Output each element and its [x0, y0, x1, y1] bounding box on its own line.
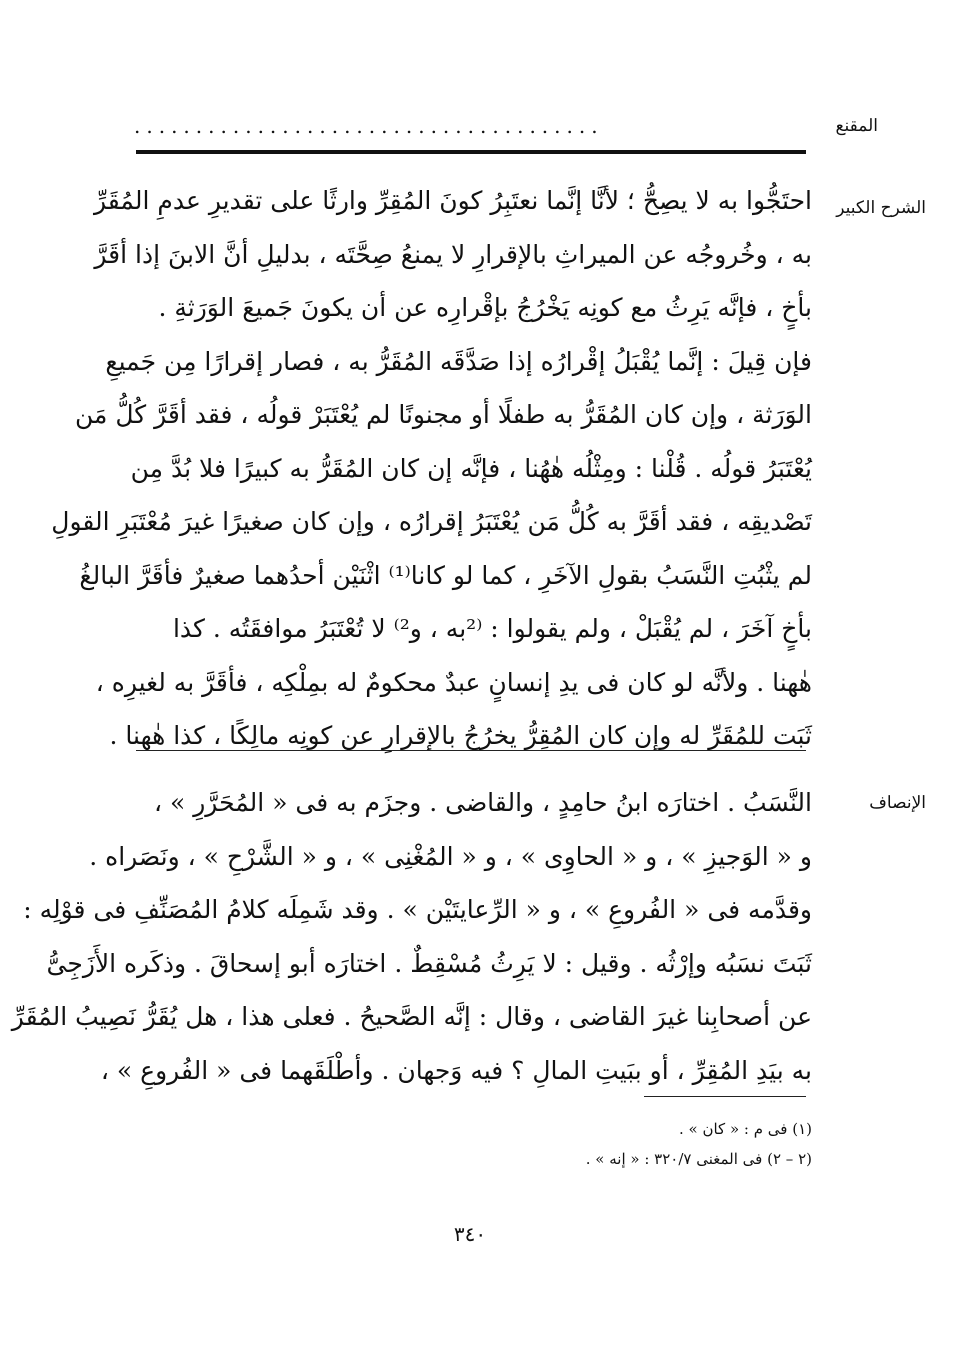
- sharh-line: تَصْديقِه ، فقد أقَرَّ به كُلُّ مَن يُعْتَبَرُ إقرارُه ، وإن كان صغيرًا غيرَ مُعْتَبَرِ القولِ: [51, 507, 812, 536]
- insaf-line: به بيَدِ المُقِرِّ ، أو ببَيتِ المالِ ؟ فيه وَجهان . وأطْلَقَهما فى « الفُروعِ » ،: [100, 1055, 812, 1085]
- sharh-line: يُعْتَبَرُ قولُه . قُلْنا : ومِثْلُه هٰهُنا ، فإنَّه إن كان المُقَرُّ به كبيرًا فلا بُدَّ مِن: [130, 453, 812, 483]
- footnote-2: (٢ – ٢) فى المغنى ٣٢٠/٧ : « إنه » .: [585, 1150, 812, 1168]
- insaf-line: وقدَّمه فى « الفُروعِ » ، و « الرِّعايتَيْن » . وقد شَمِلَه كلامُ المُصَنِّفِ فى قوْلِه :: [23, 895, 812, 924]
- insaf-text-block: [11, 776, 812, 1097]
- header-rule: [136, 150, 806, 154]
- sharh-line: احتَجُّوا به لا يصِحُّ ؛ لأنَّا إنَّما نعتَبِرُ كونَ المُقِرِّ وارثًا على تقديرِ عدمِ المُقَرِّ: [93, 186, 812, 215]
- page-number: ٣٤٠: [453, 1222, 487, 1246]
- sharh-line: بأخٍ آخَرَ ، لم يُقْبَلْ ، ولم يقولوا : ⁽²به ، و²⁾ لا تُعْتَبَرُ موافقَتُه . كذا: [172, 614, 812, 643]
- section-label-sharh: الشرح الكبير: [836, 198, 926, 218]
- insaf-line: النَّسَبُ . اختارَه ابنُ حامِدٍ ، والقاضى . وجزَم به فى « المُحَرَّرِ » ،: [153, 788, 812, 817]
- header-dotted-leader: ......................................: [134, 114, 604, 138]
- sharh-line: الوَرَثة ، وإن كان المُقَرُّ به طفلًا أو مجنونًا لم يُعْتَبَرْ قولُه ، فقد أقَرَّ كُلُّ مَن: [74, 400, 812, 429]
- sharh-line: بأخٍ ، فإنَّه يَرِثُ مع كونِه يَخْرُجُ بإقْرارِه عن أن يكونَ جَميعَ الوَرَثةِ .: [158, 293, 812, 322]
- book-title: المقنع: [835, 116, 878, 136]
- insaf-line: ثَبَتَ نسَبُه وإرْثُه . وقيل : لا يَرِثُ مُسْقِطٌ . اختارَه أبو إسحاقَ . وذكَره الأَزَجِىُّ: [46, 948, 812, 978]
- insaf-line: و « الوَجيزِ » ، و « الحاوِى » ، و « المُغْنِى » ، و « الشَّرْحِ » ، ونَصَراه .: [89, 841, 812, 871]
- sharh-line: فإن قِيلَ : إنَّما يُقْبَلُ إقْرارُه إذا صَدَّقَه المُقَرُّ به ، فصار إقرارًا مِن جَميعِ: [105, 346, 812, 376]
- sharh-text-block: [51, 174, 812, 763]
- footnote-1: (١) فى م : « كان » .: [678, 1120, 812, 1138]
- section-divider: [136, 750, 806, 751]
- sharh-line: لم يثْبُتِ النَّسَبُ بقولِ الآخَرِ ، كما لو كانا⁽¹⁾ اثْنَيْن أحدُهما صغيرٌ فأقَرَّ البالغُ: [79, 560, 812, 590]
- sharh-line: به ، وخُروجُه عن الميراثِ بالإقرارِ لا يمنعُ صِحَّتَه ، بدليلِ أنَّ الابنَ إذا أقَرَّ: [94, 239, 812, 269]
- insaf-line: عن أصحابِنا غيرَ القاضى ، وقال : إنَّه الصَّحيحُ . فعلى هذا ، هل يُقَرُّ نَصِيبُ المُقَرِّ: [11, 1002, 812, 1031]
- section-label-insaf: الإنصاف: [869, 793, 926, 813]
- sharh-line: هٰهنا . ولأنَّه لو كان فى يدِ إنسانٍ عبدٌ محكومٌ له بمِلْكِه ، فأقَرَّ به لغيرِه ،: [95, 667, 812, 697]
- footnote-rule: [644, 1096, 806, 1097]
- sharh-line: ثَبَت للمُقَرِّ له وإن كان المُقِرُّ يخرُجُ بالإقرارِ عن كونِه مالِكًا ، كذا هٰهنا .: [109, 721, 812, 750]
